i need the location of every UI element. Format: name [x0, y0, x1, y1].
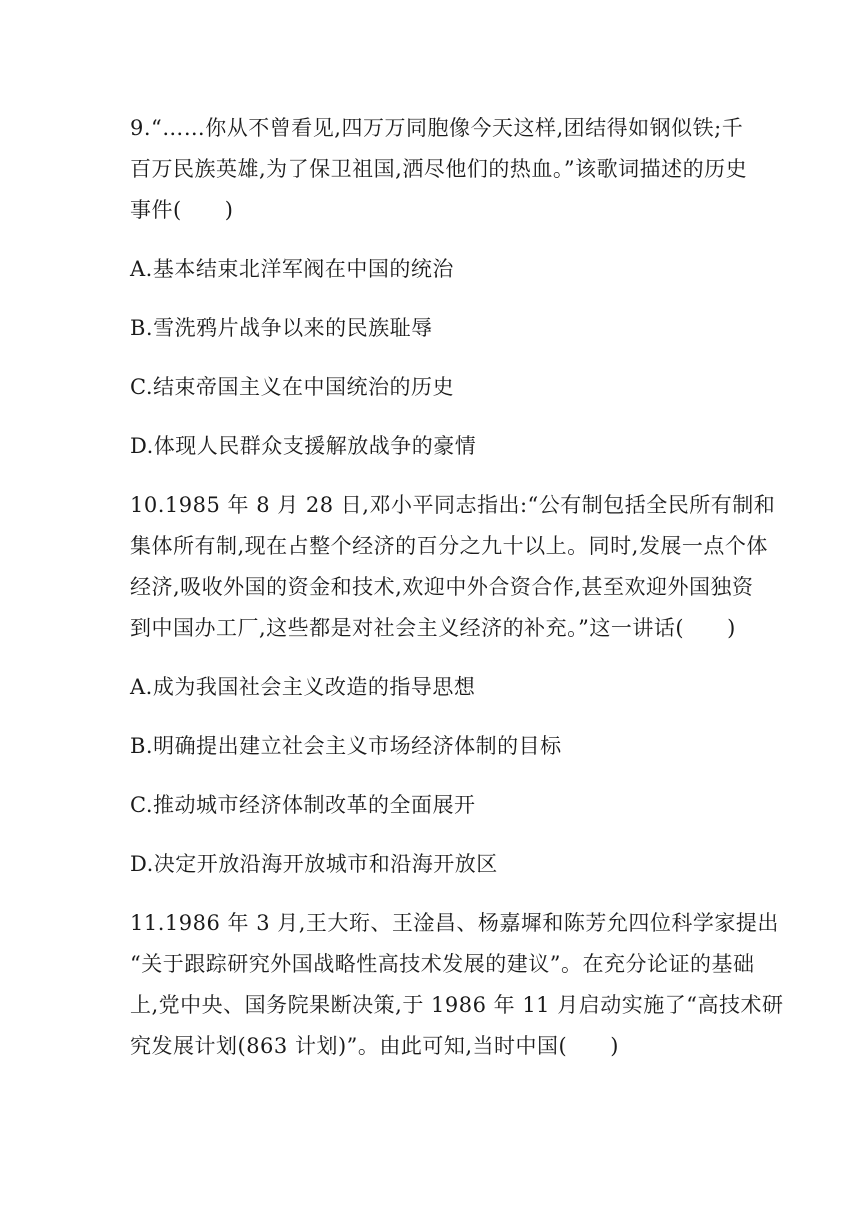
stem-line: 事件( ): [130, 198, 234, 222]
option-a: A.成为我国社会主义改造的指导思想: [130, 675, 476, 699]
stem-line: 上,党中央、国务院果断决策,于 1986 年 11 月启动实施了“高技术研: [130, 993, 784, 1017]
stem-line: 集体所有制,现在占整个经济的百分之九十以上。同时,发展一点个体: [130, 534, 768, 558]
stem-line: 究发展计划(863 计划)”。由此可知,当时中国( ): [130, 1034, 619, 1058]
stem-line: 到中国办工厂,这些都是对社会主义经济的补充。”这一讲话( ): [130, 616, 736, 640]
question-9: [130, 108, 748, 467]
stem-line: 经济,吸收外国的资金和技术,欢迎中外合资合作,甚至欢迎外国独资: [130, 575, 754, 599]
question-9-stem: [130, 108, 748, 231]
option-c: C.推动城市经济体制改革的全面展开: [130, 793, 476, 817]
option-a: A.基本结束北洋军阀在中国的统治: [130, 257, 454, 281]
document-page: [130, 108, 784, 1067]
stem-line: “关于跟踪研究外国战略性高技术发展的建议”。在充分论证的基础: [130, 952, 755, 976]
option-d: D.决定开放沿海开放城市和沿海开放区: [130, 852, 498, 876]
option-c: C.结束帝国主义在中国统治的历史: [130, 375, 454, 399]
stem-line: 11.1986 年 3 月,王大珩、王淦昌、杨嘉墀和陈芳允四位科学家提出: [130, 911, 779, 935]
stem-line: 百万民族英雄,为了保卫祖国,洒尽他们的热血。”该歌词描述的历史: [130, 157, 748, 181]
stem-line: 10.1985 年 8 月 28 日,邓小平同志指出:“公有制包括全民所有制和: [130, 493, 776, 517]
question-10-options: [130, 667, 735, 885]
option-b: B.明确提出建立社会主义市场经济体制的目标: [130, 734, 562, 758]
question-9-options: [130, 249, 735, 467]
question-11-stem: [130, 903, 784, 1067]
stem-line: 9.“……你从不曾看见,四万万同胞像今天这样,团结得如钢似铁;千: [130, 116, 744, 140]
question-11: [130, 903, 784, 1067]
option-d: D.体现人民群众支援解放战争的豪情: [130, 434, 477, 458]
question-10: [130, 485, 776, 885]
question-10-stem: [130, 485, 776, 649]
option-b: B.雪洗鸦片战争以来的民族耻辱: [130, 316, 433, 340]
